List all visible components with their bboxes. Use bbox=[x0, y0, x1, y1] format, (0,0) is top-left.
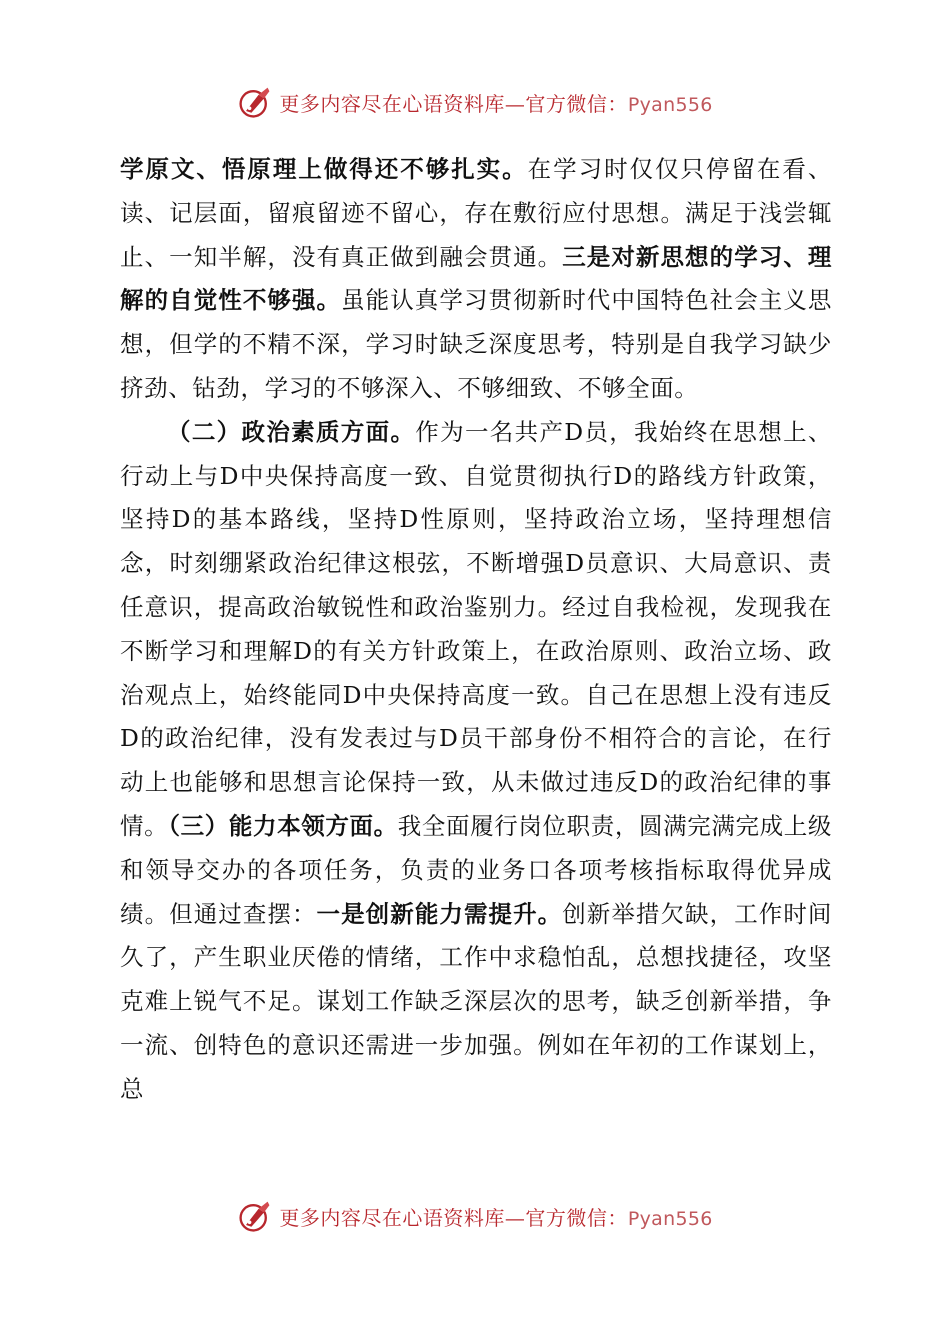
footer-banner bbox=[0, 1196, 950, 1236]
paragraph-1-heading: 学原文、悟原理上做得还不够扎实。 bbox=[120, 155, 528, 183]
footer-banner-text: 更多内容尽在心语资料库—官方微信：Pyan556 bbox=[279, 1205, 713, 1230]
paragraph-2 bbox=[120, 411, 832, 1112]
paragraph-1-text-b: 虽能认真学习贯彻新时代中国特色社会主义思想，但学的不精不深，学习时缺乏深度思考，特别是自我学习缺少挤劲、钻劲，学习的不够深入、不够细致、不够全面。 bbox=[120, 286, 832, 402]
point-one-innovation-text: 创新举措欠缺，工作时间久了，产生职业厌倦的情绪，工作中求稳怕乱，总想找捷径，攻坚克难上锐气不足。谋划工作缺乏深层次的思考，缺乏创新举措，争一流、创特色的意识还需进一步加强。例如在年初的工作谋划上，总 bbox=[120, 899, 832, 1103]
header-banner-handle: Pyan556 bbox=[627, 93, 713, 116]
pen-nib-logo-icon bbox=[237, 84, 273, 120]
section-political-quality-heading: （二）政治素质方面。 bbox=[167, 417, 416, 446]
header-banner bbox=[0, 82, 950, 122]
section-ability-text: 我全面履行岗位职责，圆满完满完成上级和领导交办的各项任务，负责的业务口各项考核指标取得优异成绩。但通过查摆： bbox=[120, 811, 833, 928]
point-one-innovation-heading: 一是创新能力需提升。 bbox=[316, 899, 563, 928]
section-ability-heading: （三）能力本领方面。 bbox=[168, 811, 398, 840]
paragraph-1-text-a: 在学习时仅仅只停留在看、读、记层面，留痕留迹不留心，存在敷衍应付思想。满足于浅尝辄止、一知半解，没有真正做到融会贯通。 bbox=[120, 155, 832, 271]
pen-nib-logo-icon bbox=[237, 1198, 273, 1234]
header-banner-text: 更多内容尽在心语资料库—官方微信：Pyan556 bbox=[279, 91, 713, 116]
section-political-quality-text: 作为一名共产D员，我始终在思想上、行动上与D中央保持高度一致、自觉贯彻执行D的路线方针政策，坚持D的基本路线，坚持D性原则，坚持政治立场，坚持理想信念，时刻绷紧政治纪律这根弦，不断增强D员意识、大局意识、责任意识，提高政治敏锐性和政治鉴别力。经过自我检视，发现我在不断学习和理解D的有关方针政策上，在政治原则、政治立场、政治观点上，始终能同D中央保持高度一致。自己在思想上没有违反D的政治纪律，没有发表过与D员干部身份不相符合的言论，在行动上也能够和思想言论保持一致，从未做过违反D的政治纪律的事情。 bbox=[120, 417, 833, 840]
footer-banner-handle: Pyan556 bbox=[627, 1207, 713, 1230]
paragraph-1 bbox=[120, 148, 832, 411]
document-body bbox=[120, 148, 832, 1112]
paragraph-1-point-three: 三是对新思想的学习、理解的自觉性不够强。 bbox=[120, 242, 832, 315]
